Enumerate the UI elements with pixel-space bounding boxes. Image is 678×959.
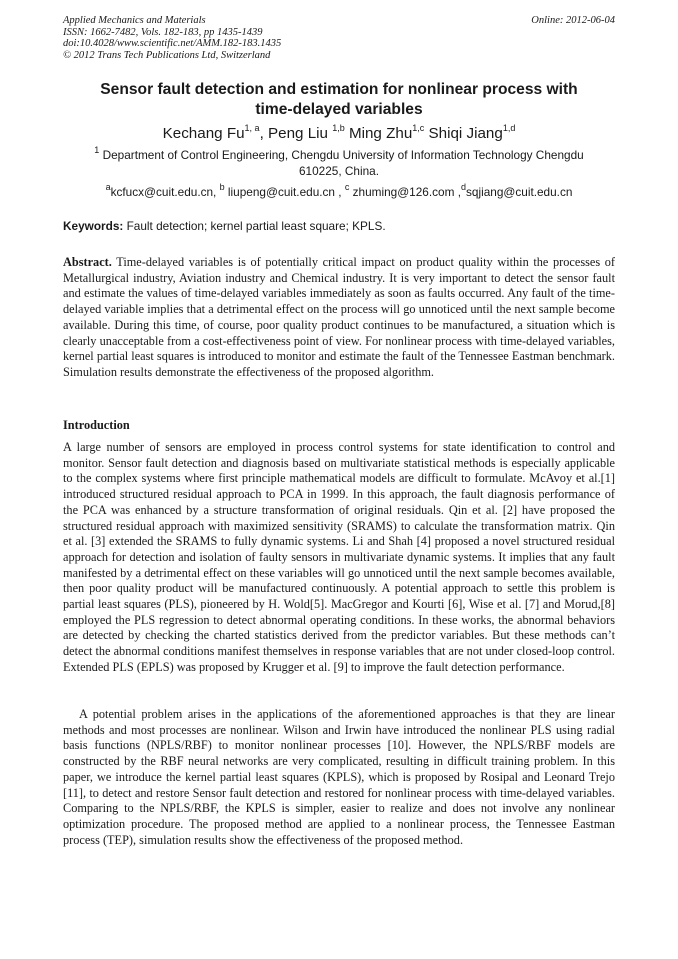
author-name: Peng Liu <box>268 125 333 142</box>
introduction-paragraph-1: A large number of sensors are employed in process control systems for state identification to control and monitor. Sensor fault detection and diagnosis based on multivariate statistical methods is especially applicable to the complex systems where first principle mathematical models are difficult to formulate. McAvoy et al.[1] introduced structured residual approach to PCA in 1999. In this approach, the fault diagnosis performance of the PCA was enhanced by a structure transformation of original residuals. Qin et al. [2] have proposed the structured residual approach with maximized sensitivity (SRAMS) to calculate the transformation matrix. Qin et al. [3] extended the SRAMS to fully dynamic systems. Li and Shah [4] proposed a novel structured residual approach for detection and isolation of faulty sensors in multivariate dynamic systems. It implies that any fault manifested by a detrimental effect on these variables will go unnoticed until the next sample becomes available, then poor quality product will be manufactured continuously. A potential approach to settle this problem is partial least squares (PLS), pioneered by H. Wold[5]. MacGregor and Kourti [6], Wise et al. [7] and Morud,[8] employed the PLS regression to detect abnormal operating conditions. In these works, the abnormal behaviors are detected by checking the charted statistics derived from the predictor variables. But these methods can’t detect the abnormal conditions manifest themselves in response variables that are not under closed-loop control. Extended PLS (EPLS) was proposed by Krugger et al. [9] to improve the fault detection performance. <box>63 440 615 674</box>
abstract-text: Time-delayed variables is of potentially critical impact on product quality within the processes of Metallurgical industry, Aviation industry and Chemical industry. It is very important to detect the sensor fault and estimate the values of time-delayed variables immediately as soon as faults occurred. Any fault of the time-delayed variable implies that a detrimental effect on the process will go unnoticed until the next sample become available. During this time, of course, poor quality product continues to be manufactured, a situation which is clearly unacceptable from a cost-effectiveness point of view. For nonlinear process with time-delayed variables, kernel partial least squares is introduced to monitor and estimate the fault of the Tennessee Eastman benchmark. Simulation results demonstrate the effectiveness of the proposed algorithm. <box>63 255 615 379</box>
issn-line: ISSN: 1662-7482, Vols. 182-183, pp 1435-1439 <box>63 26 263 38</box>
title-line-2: time-delayed variables <box>255 101 423 118</box>
author-sup: 1,d <box>502 122 516 133</box>
author-list <box>40 124 638 144</box>
keywords-label: Keywords: <box>63 219 124 233</box>
doi-line: doi:10.4028/www.scientific.net/AMM.182-183.1435 <box>63 38 282 50</box>
affiliation <box>60 145 618 179</box>
online-date: Online: 2012-06-04 <box>531 15 615 26</box>
affiliation-line-2: 610225, China. <box>298 163 380 178</box>
email-sup: c <box>344 182 350 193</box>
keywords-text: Fault detection; kernel partial least square; KPLS. <box>123 219 386 233</box>
author-sep: , <box>259 125 269 142</box>
author-sup: 1,b <box>332 122 345 133</box>
email-sup: a <box>105 182 111 193</box>
author-sup: 1, a <box>244 122 260 133</box>
email-sup: d <box>460 182 466 193</box>
copyright-line: © 2012 Trans Tech Publications Ltd, Switzerland <box>63 49 271 61</box>
email-address: sqjiang@cuit.edu.cn <box>466 185 573 199</box>
author-name: Kechang Fu <box>162 125 245 142</box>
abstract-label: Abstract. <box>63 255 112 269</box>
email-address: liupeng@cuit.edu.cn , <box>224 185 345 199</box>
journal-name: Applied Mechanics and Materials <box>63 15 206 26</box>
introduction-heading: Introduction <box>63 418 130 432</box>
email-list <box>40 182 638 200</box>
paper-title <box>40 80 638 120</box>
email-sup: b <box>219 182 225 193</box>
introduction-paragraph-2: A potential problem arises in the applications of the aforementioned approaches is that they are linear methods and most processes are nonlinear. Wilson and Irwin have introduced the nonlinear PLS using radial basis functions (NPLS/RBF) to monitor nonlinear processes [10]. However, the NPLS/RBF models are constructed by the RBF neural networks are very complicated, resulting in difficult training problem. In this paper, we introduce the kernel partial least squares (KPLS), which is proposed by Rosipal and Leonard Trejo [11], to detect and restore Sensor fault detection and restored for nonlinear process with time-delayed variables. Comparing to the NPLS/RBF, the KPLS is simpler, easier to realize and does not involve any nonlinear optimization procedure. The proposed method are applied to a nonlinear process, the Tennessee Eastman process (TEP), simulation results show the effectiveness of the proposed method. <box>63 707 615 847</box>
affiliation-line-1: Department of Control Engineering, Chengdu University of Information Technology Chengdu <box>99 148 584 162</box>
author-name: Ming Zhu <box>348 125 413 142</box>
author-name: Shiqi Jiang <box>428 125 503 142</box>
email-address: kcfucx@cuit.edu.cn, <box>110 185 220 199</box>
keywords <box>63 219 615 234</box>
title-line-1: Sensor fault detection and estimation for nonlinear process with <box>100 81 578 98</box>
author-sup: 1,c <box>412 122 425 133</box>
journal-header <box>63 15 615 61</box>
abstract <box>63 255 615 381</box>
email-address: zhuming@126.com , <box>349 185 461 199</box>
affiliation-sup: 1 <box>94 145 100 156</box>
